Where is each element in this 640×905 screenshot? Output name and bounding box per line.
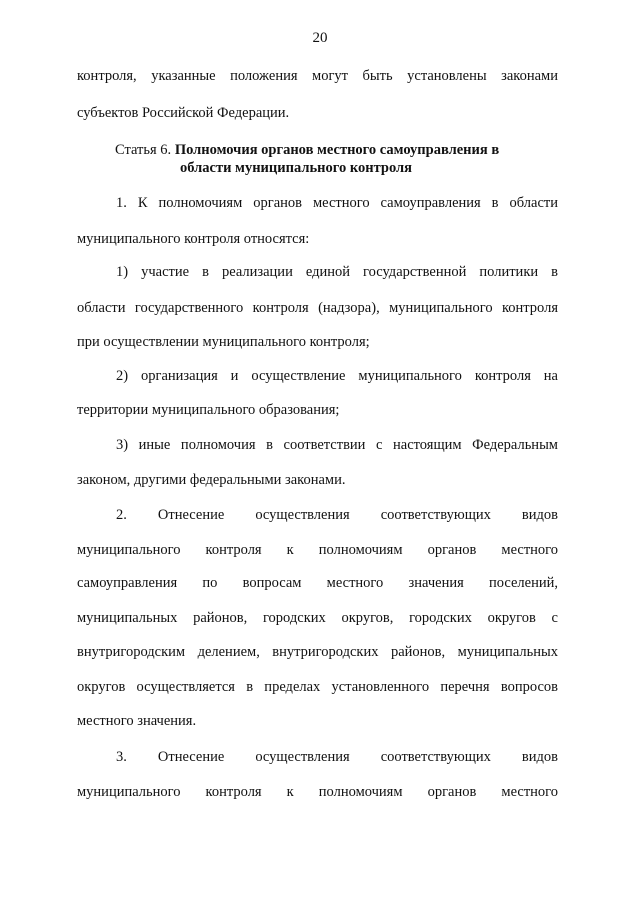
paragraph-2-line-6: округов осуществляется в пределах установленного перечня вопросов bbox=[77, 679, 558, 695]
page-number: 20 bbox=[312, 30, 328, 46]
paragraph-2-line-4: муниципальных районов, городских округов, городских округов с bbox=[77, 610, 558, 626]
paragraph-2-line-1: 2. Отнесение осуществления соответствующих видов bbox=[116, 507, 558, 523]
paragraph-3-line-1: 3. Отнесение осуществления соответствующих видов bbox=[116, 749, 558, 765]
item-3-line-1: 3) иные полномочия в соответствии с настоящим Федеральным bbox=[116, 437, 558, 453]
paragraph-2-line-5: внутригородским делением, внутригородских районов, муниципальных bbox=[77, 644, 558, 660]
continuation-line-1: контроля, указанные положения могут быть установлены законами bbox=[77, 68, 558, 84]
paragraph-1-line-2: муниципального контроля относятся: bbox=[77, 231, 310, 247]
paragraph-2-line-7: местного значения. bbox=[77, 713, 197, 729]
continuation-line-2: субъектов Российской Федерации. bbox=[77, 105, 290, 121]
item-2-line-2: территории муниципального образования; bbox=[77, 402, 340, 418]
article-label: Статья 6. bbox=[115, 142, 172, 158]
item-3-line-2: законом, другими федеральными законами. bbox=[77, 472, 346, 488]
paragraph-2-line-3: самоуправления по вопросам местного значения поселений, bbox=[77, 575, 558, 591]
paragraph-3-line-2: муниципального контроля к полномочиям органов местного bbox=[77, 784, 558, 800]
paragraph-2-line-2: муниципального контроля к полномочиям органов местного bbox=[77, 542, 558, 558]
item-1-line-2: области государственного контроля (надзора), муниципального контроля bbox=[77, 300, 558, 316]
item-1-line-3: при осуществлении муниципального контроля; bbox=[77, 334, 370, 350]
article-title-line-2: области муниципального контроля bbox=[180, 160, 413, 176]
item-1-line-1: 1) участие в реализации единой государственной политики в bbox=[116, 264, 558, 280]
article-heading-line-1 bbox=[115, 140, 499, 160]
paragraph-1-line-1: 1. К полномочиям органов местного самоуправления в области bbox=[116, 195, 558, 211]
item-2-line-1: 2) организация и осуществление муниципального контроля на bbox=[116, 368, 558, 384]
article-title-line-1: Полномочия органов местного самоуправления в bbox=[174, 142, 500, 158]
